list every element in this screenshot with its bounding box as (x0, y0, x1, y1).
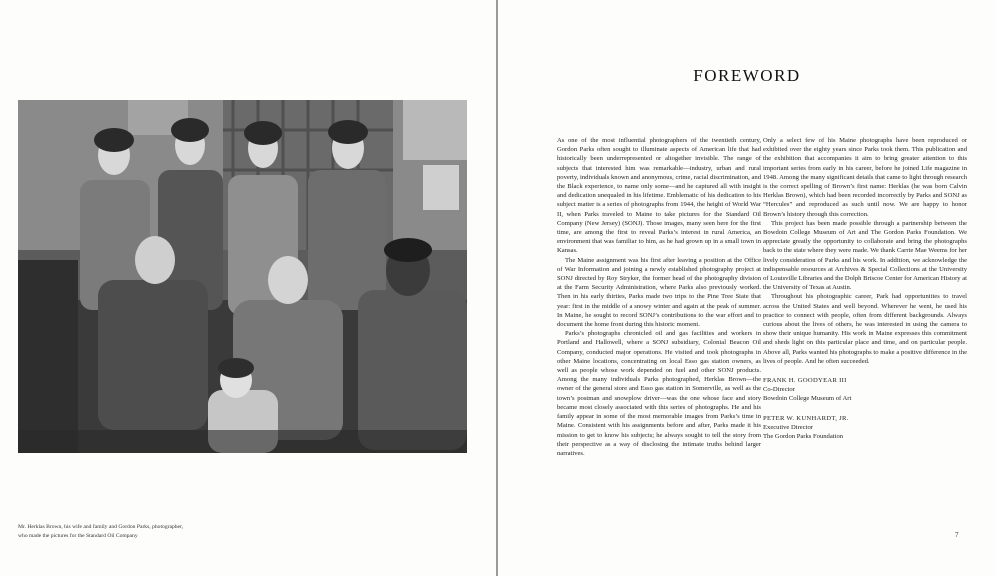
paragraph: Throughout his photographic career, Park had opportunities to travel across the United States and well beyond. Wherever he went, he used his practice to connect with people, often from different backgrounds. Always curious about the lives of others, he was interested in using the camera to show their unique humanity. His work in Maine expresses this commitment and sheds light on this particular place and time, and on particular people. Above all, Parks wanted his photographs to make a positive difference in the lives of people. And he often succeeded. (763, 293, 967, 365)
paragraph: The Maine assignment was his first after leaving a position at the Office of War Information and joining a newly established photography project at SONJ directed by Roy Stryker, the former head of the photography division at the Farm Security Administration, where Parks also previously worked. Then in his early thirties, Parks made two trips to the Pine Tree State that year: first in the middle of a snowy winter and again at the peak of summer. In Maine, he sought to record SONJ’s contributions to the war effort and to document the home front during this historic moment. (557, 256, 761, 329)
signatory-name: PETER W. KUNHARDT, JR. (763, 414, 849, 422)
signatory-title: Executive Director (763, 423, 813, 431)
left-page (0, 0, 496, 576)
family-photograph (18, 100, 467, 453)
photograph-image (18, 100, 467, 453)
signatory-title: Co-Director (763, 386, 795, 394)
paragraph: As one of the most influential photographers of the twentieth century, Gordon Parks often sought to illuminate aspects of American life that had historically been underrepresented or altogether invisible. The range of subjects that interested him was remarkable—industry, urban and rural poverty, individuals known and anonymous, crime, racial discrimination, and the Black experience, to name only some—and he captured all with insight and dedication unequaled in his lifetime. Emblematic of his dedication to his subject matter is a series of photographs from 1944, the height of World War II, when Parks traveled to Maine to take pictures for the Standard Oil Company (New Jersey) (SONJ). Those images, many seen here for the first time, are among the first to reveal Parks’s interest in rural America, an environment that was familiar to him, as he had grown up in a small town in Kansas. (557, 137, 761, 255)
paragraph: This project has been made possible through a partnership between the Bowdoin College Museum of Art and The Gordon Parks Foundation. We appreciate greatly the opportunity to collaborate and bring the photographs back to the state where they were made. We thank Carrie Mae Weems for her lively consideration of Parks and his work. In addition, we acknowledge the indispensable resources at Archives & Special Collections at the University of Louisville Libraries and the Dolph Briscoe Center for American History at the University of Texas at Austin. (763, 219, 967, 292)
right-page (498, 0, 996, 576)
page-number: 7 (955, 531, 959, 539)
signature-block (763, 414, 967, 442)
signatory-name: FRANK H. GOODYEAR III (763, 377, 847, 385)
signatory-org: The Gordon Parks Foundation (763, 433, 844, 441)
signatory-org: Bowdoin College Museum of Art (763, 395, 852, 403)
caption-line-1: Mr. Herklas Brown, his wife and family and Gordon Parks, photographer, (18, 524, 184, 530)
text-column-1 (557, 136, 761, 458)
photo-caption (18, 523, 278, 540)
signature-block (763, 376, 967, 404)
page-title: FOREWORD (693, 66, 801, 85)
paragraph: Only a select few of his Maine photographs have been reproduced or exhibited over the eighty years since Parks took them. This publication and the exhibition that accompanies it aim to bring greater attention to this important series from early in his career, before he joined Life magazine in 1948. Among the many significant details that came to light through research is the correct spelling of Brown’s first name: Herklas (he was born Calvin Herklas Brown), which had been recorded incorrectly by Parks and SONJ as “Hercules” and reproduced as such until now. We are happy to honor Brown’s history through this correction. (763, 137, 967, 218)
text-column-2 (763, 136, 967, 441)
paragraph: Parks’s photographs chronicled oil and gas facilities and workers in Portland and Hallowell, where a SONJ subsidiary, Colonial Beacon Oil Company, conducted major operations. He visited and took photographs in other Maine locations, concentrating on local Esso gas station owners, as well as people whose work depended on fuel and other SONJ products. Among the many individuals Parks photographed, Herklas Brown—the owner of the general store and Esso gas station in Somerville, as well as the town’s postman and snowplow driver—was the one whose face and story became most closely associated with this series of photographs. He and his family appear in some of the most memorable images from Parks’s time in Maine. Consistent with his assignments before and after, Parks made it his mission to get to know his subjects; he always sought to tell the story from their perspective as a way of disclosing the intimate truths behind larger narratives. (557, 330, 761, 457)
caption-line-2: who made the pictures for the Standard Oil Company (18, 532, 138, 539)
